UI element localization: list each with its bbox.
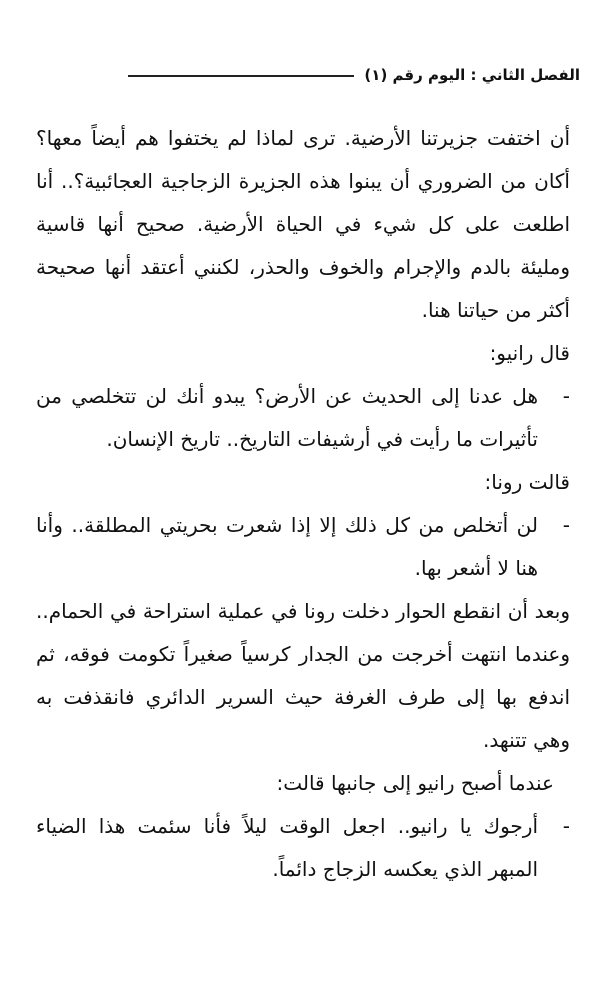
dialogue-text-3: أرجوك يا رانيو.. اجعل الوقت ليلاً فأنا سئمت هذا الضياء المبهر الذي يعكسه الزجاج دائماً.: [36, 814, 538, 881]
header-rule: [128, 75, 354, 77]
dialogue-text-2: لن أتخلص من كل ذلك إلا إذا شعرت بحريتي المطلقة.. وأنا هنا لا أشعر بها.: [36, 513, 538, 580]
dialogue-text-1: هل عدنا إلى الحديث عن الأرض؟ يبدو أنك لن تتخلصي من تأثيرات ما رأيت في أرشيفات التاريخ.. تاريخ الإنسان.: [36, 384, 538, 451]
dialogue-dash: -: [562, 384, 570, 408]
speaker-line-raniyo: قال رانيو:: [489, 341, 570, 365]
speaker-line-rona-2: عندما أصبح رانيو إلى جانبها قالت:: [276, 771, 554, 795]
dialogue-line-1: [36, 375, 570, 461]
speaker-line-rona: قالت رونا:: [484, 470, 570, 494]
dialogue-dash: -: [562, 814, 570, 838]
dialogue-dash: -: [562, 513, 570, 537]
dialogue-line-2: [36, 504, 570, 590]
paragraph-2: وبعد أن انقطع الحوار دخلت رونا في عملية استراحة في الحمام.. وعندما انتهت أخرجت من الجدار كرسياً صغيراً تكومت فوقه، ثم اندفع بها إلى طرف الغرفة حيث السرير الدائري فانقذفت به وهي تتنهد.: [36, 599, 570, 752]
running-header: [128, 58, 580, 92]
body-text: [36, 117, 570, 891]
chapter-title: الفصل الثاني : اليوم رقم (١): [364, 66, 580, 84]
dialogue-line-3: [36, 805, 570, 891]
paragraph-1: أن اختفت جزيرتنا الأرضية. ترى لماذا لم يختفوا هم أيضاً معها؟ أكان من الضروري أن يبنوا هذه الجزيرة الزجاجية العجائبية؟.. أنا اطلعت على كل شيء في الحياة الأرضية. صحيح أنها قاسية ومليئة بالدم والإجرام والخوف والحذر، لكنني أعتقد أنها صحيحة أكثر من حياتنا هنا.: [36, 126, 570, 322]
